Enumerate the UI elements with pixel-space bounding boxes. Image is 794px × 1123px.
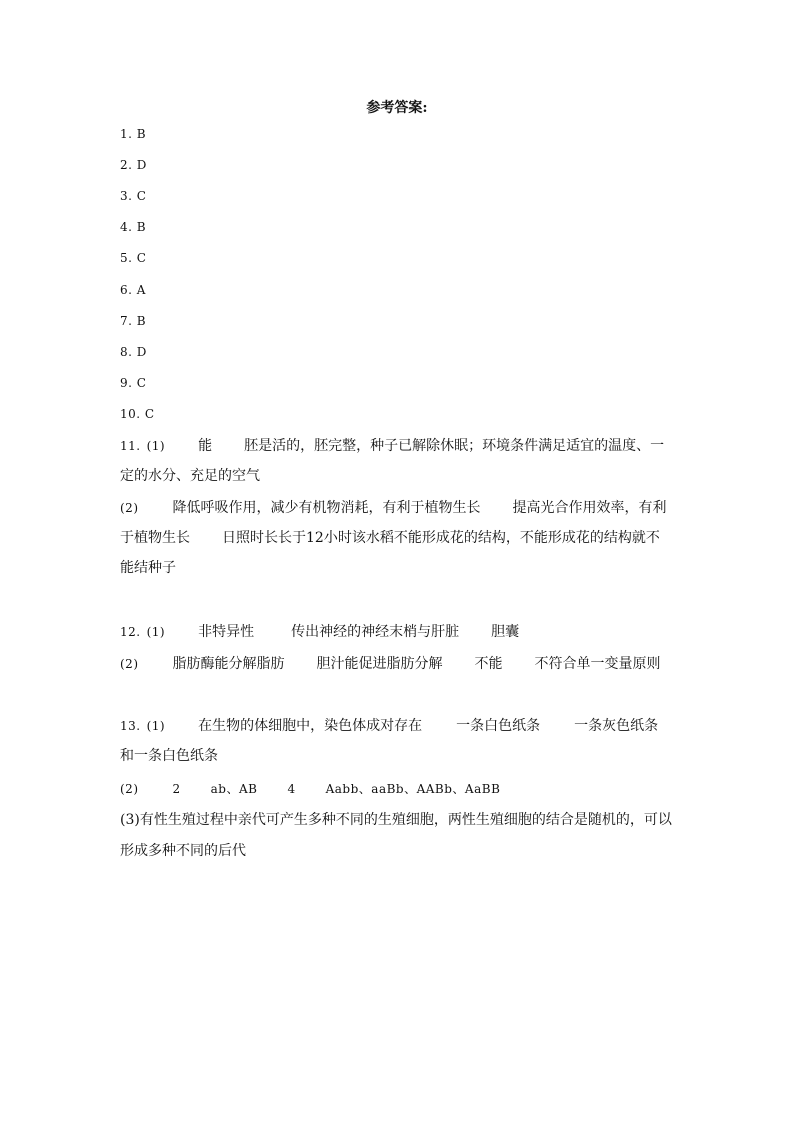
part-label: (2) bbox=[120, 782, 139, 796]
q13-part2-line bbox=[120, 779, 680, 799]
answer-text: Aabb、aaBb、AABb、AaBB bbox=[325, 782, 501, 796]
answer-line-4 bbox=[120, 217, 680, 237]
answer-text: 在生物的体细胞中，染色体成对存在 bbox=[198, 718, 423, 734]
answer-text: 一条灰色纸条 bbox=[574, 718, 659, 734]
answer-text: 形成多种不同的后代 bbox=[120, 843, 246, 859]
question-number: 9. bbox=[120, 376, 133, 390]
q12-part1-line bbox=[120, 622, 680, 642]
question-number: 7. bbox=[120, 314, 133, 328]
answer-value: D bbox=[136, 158, 147, 172]
q13-part3-line1 bbox=[120, 810, 680, 830]
answer-text: ab、AB bbox=[210, 782, 258, 796]
part-label: (1) bbox=[146, 625, 166, 639]
q11-part1-line2 bbox=[120, 466, 680, 486]
part-label: (2) bbox=[120, 501, 139, 515]
answer-text: 脂肪酶能分解脂肪 bbox=[172, 656, 285, 672]
question-number: 13. bbox=[120, 719, 141, 733]
answer-value: C bbox=[136, 376, 147, 390]
q11-part2-line2 bbox=[120, 528, 680, 548]
q13-part1-line1 bbox=[120, 716, 680, 736]
question-number: 5. bbox=[120, 251, 133, 265]
answer-value: B bbox=[136, 314, 147, 328]
answer-text: 能 bbox=[198, 438, 213, 454]
answer-value: B bbox=[136, 220, 147, 234]
part-label: (1) bbox=[146, 439, 166, 453]
question-number: 4. bbox=[120, 220, 133, 234]
answer-line-1 bbox=[120, 124, 680, 144]
question-number: 2. bbox=[120, 158, 133, 172]
answer-line-8 bbox=[120, 342, 680, 362]
answer-text: (3)有性生殖过程中亲代可产生多种不同的生殖细胞，两性生殖细胞的结合是随机的，可以 bbox=[120, 812, 672, 828]
question-number: 3. bbox=[120, 189, 133, 203]
question-number: 11. bbox=[120, 439, 141, 453]
question-number: 1. bbox=[120, 127, 133, 141]
question-number: 6. bbox=[120, 283, 133, 297]
question-number: 12. bbox=[120, 625, 141, 639]
answer-text: 能结种子 bbox=[120, 560, 176, 576]
answer-value: C bbox=[136, 251, 147, 265]
page-title: 参考答案: bbox=[366, 100, 428, 116]
q13-part3-line2 bbox=[120, 841, 680, 861]
q11-part2-line1 bbox=[120, 498, 680, 518]
answer-text: 胆汁能促进脂肪分解 bbox=[316, 656, 443, 672]
answer-line-2 bbox=[120, 155, 680, 175]
answer-text: 胆囊 bbox=[491, 624, 520, 640]
answer-text: 不符合单一变量原则 bbox=[534, 656, 661, 672]
question-number: 8. bbox=[120, 345, 133, 359]
answer-text: 不能 bbox=[474, 656, 503, 672]
answer-text: 一条白色纸条 bbox=[456, 718, 541, 734]
answer-line-3 bbox=[120, 186, 680, 206]
answer-line-9 bbox=[120, 373, 680, 393]
part-label: (1) bbox=[146, 719, 166, 733]
q13-part1-line2 bbox=[120, 746, 680, 766]
answer-text: 定的水分、充足的空气 bbox=[120, 468, 260, 484]
answer-value: A bbox=[136, 283, 146, 297]
answer-text: 日照时长长于12小时该水稻不能形成花的结构，不能形成花的结构就不 bbox=[222, 530, 660, 546]
q11-part2-line3 bbox=[120, 558, 680, 578]
answer-value: C bbox=[144, 407, 155, 421]
q11-part1-line1 bbox=[120, 436, 680, 456]
answer-text: 非特异性 bbox=[198, 624, 255, 640]
answer-text: 和一条白色纸条 bbox=[120, 748, 218, 764]
answer-text: 于植物生长 bbox=[120, 530, 190, 546]
answer-line-6 bbox=[120, 280, 680, 300]
answer-text: 4 bbox=[287, 782, 296, 796]
answer-line-5 bbox=[120, 248, 680, 268]
q12-part2-line bbox=[120, 654, 680, 674]
answer-line-7 bbox=[120, 311, 680, 331]
answer-text: 2 bbox=[172, 782, 181, 796]
question-number: 10. bbox=[120, 407, 141, 421]
answer-value: D bbox=[136, 345, 147, 359]
answer-text: 传出神经的神经末梢与肝脏 bbox=[291, 624, 460, 640]
answer-text: 胚是活的，胚完整，种子已解除休眠；环境条件满足适宜的温度、一 bbox=[244, 438, 665, 454]
answer-text: 提高光合作用效率，有利 bbox=[512, 500, 667, 516]
answer-text: 降低呼吸作用，减少有机物消耗，有利于植物生长 bbox=[172, 500, 481, 516]
answer-value: B bbox=[136, 127, 147, 141]
answer-line-10 bbox=[120, 404, 680, 424]
part-label: (2) bbox=[120, 657, 139, 671]
answer-value: C bbox=[136, 189, 147, 203]
